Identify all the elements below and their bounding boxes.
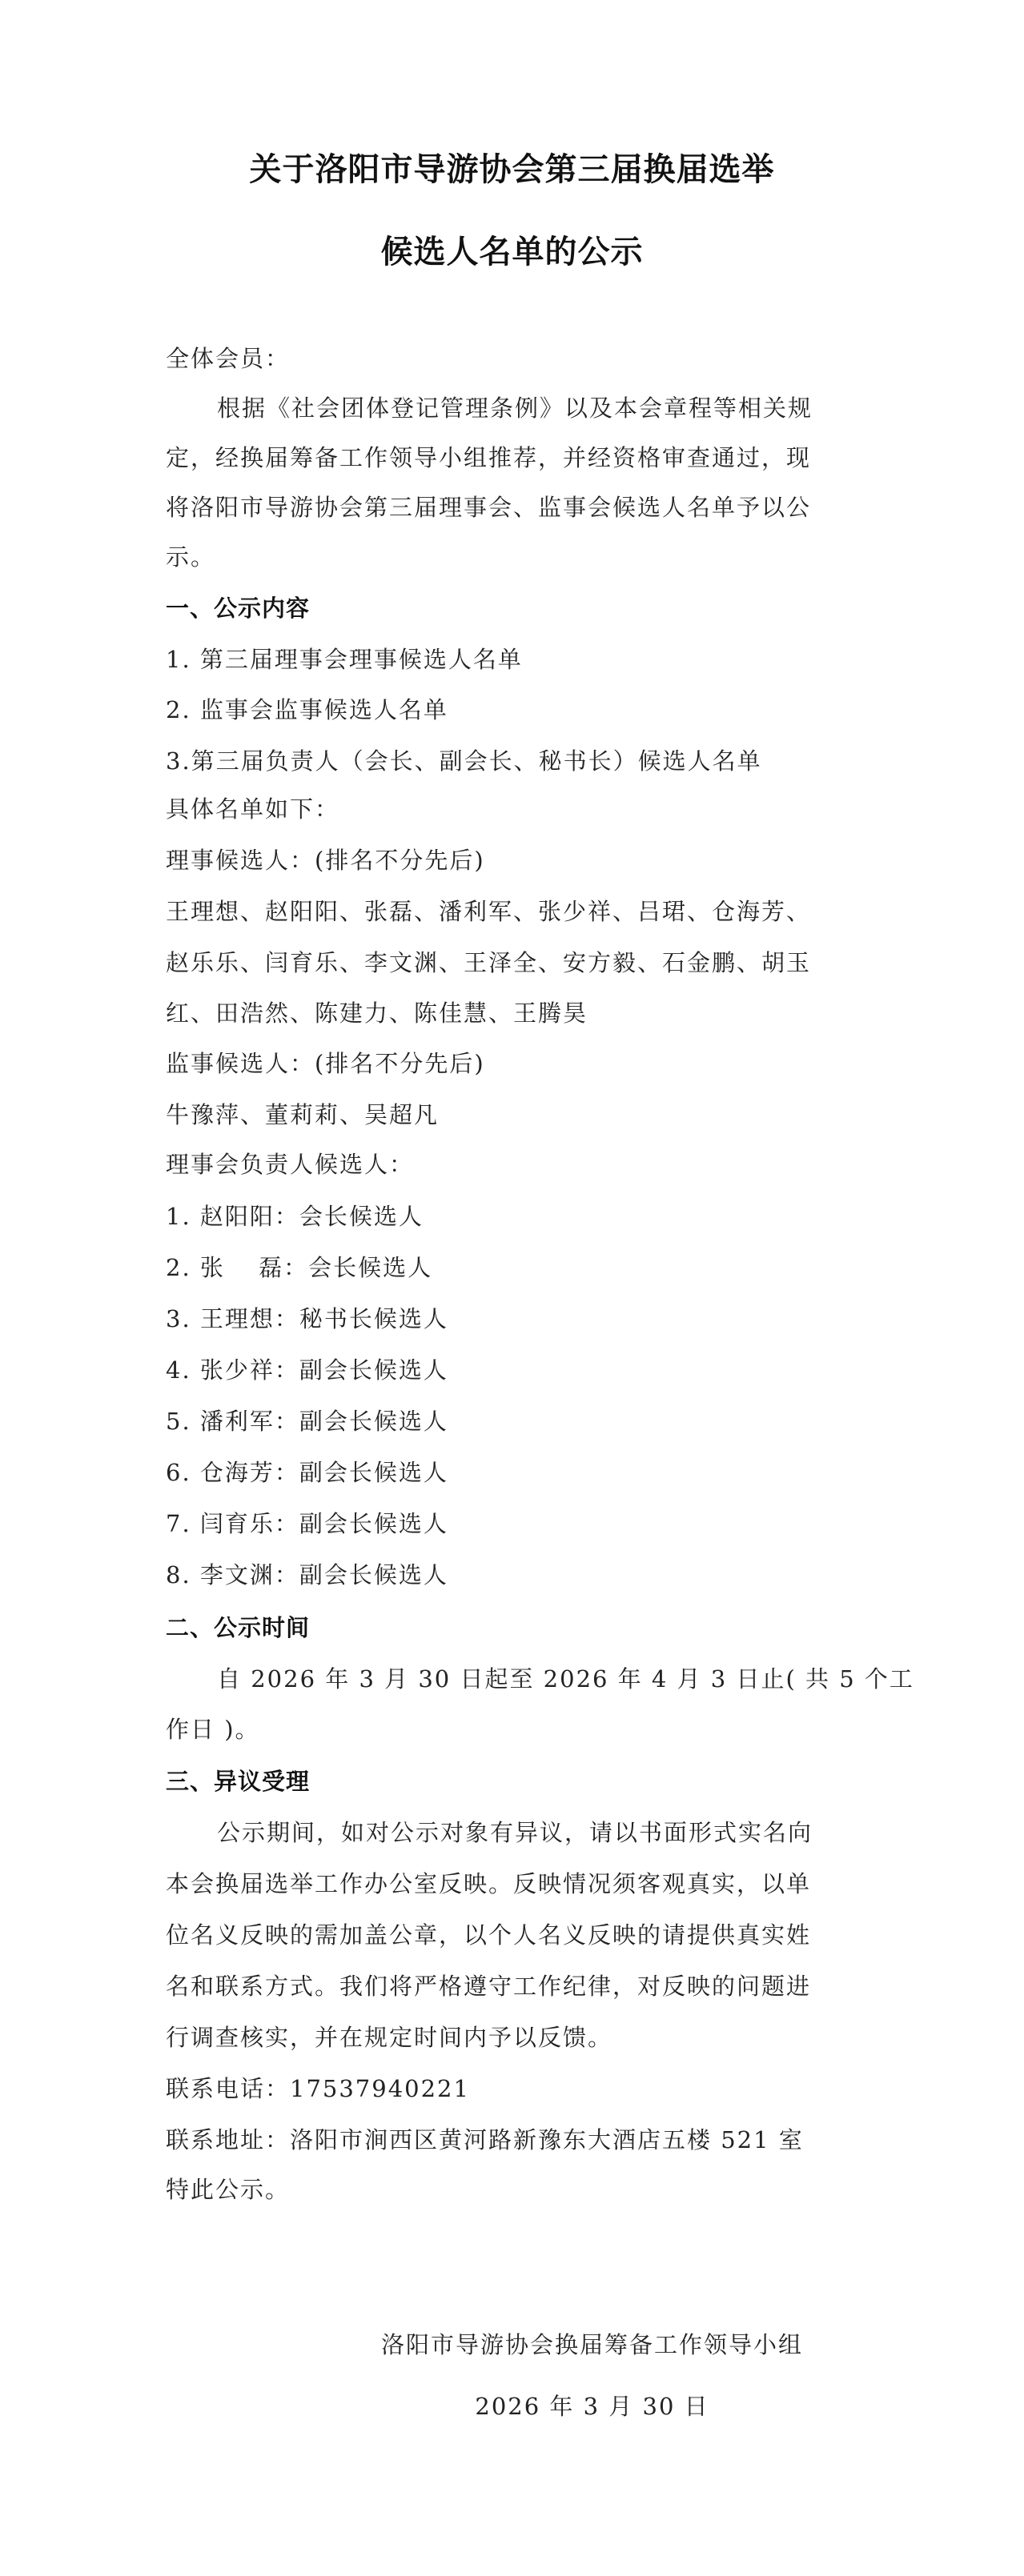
contact-phone: 联系电话：17537940221 <box>166 2075 470 2102</box>
content-item: 1. 第三届理事会理事候选人名单 <box>166 646 523 673</box>
leader-item: 8. 李文渊：副会长候选人 <box>166 1561 448 1588</box>
leader-item: 6. 仓海芳：副会长候选人 <box>166 1459 448 1486</box>
council-names-line: 红、田浩然、陈建力、陈佳慧、王腾昊 <box>166 1000 588 1027</box>
document-title-line-2: 候选人名单的公示 <box>380 234 644 270</box>
leader-item: 4. 张少祥：副会长候选人 <box>166 1356 448 1384</box>
section-heading-content: 一、公示内容 <box>166 595 311 622</box>
leader-item: 7. 闫育乐：副会长候选人 <box>166 1510 448 1537</box>
intro-line: 示。 <box>166 543 216 571</box>
council-names-line: 王理想、赵阳阳、张磊、潘利军、张少祥、吕珺、仓海芳、 <box>166 898 812 925</box>
supervisor-candidates-label: 监事候选人：(排名不分先后) <box>166 1050 485 1077</box>
contact-address: 联系地址：洛阳市涧西区黄河路新豫东大酒店五楼 521 室 <box>166 2126 804 2153</box>
objection-text-line: 本会换届选举工作办公室反映。反映情况须客观真实，以单 <box>166 1870 812 1897</box>
detail-intro: 具体名单如下： <box>166 795 340 823</box>
objection-text-line: 位名义反映的需加盖公章，以个人名义反映的请提供真实姓 <box>166 1921 812 1949</box>
council-names-line: 赵乐乐、闫育乐、李文渊、王泽全、安方毅、石金鹏、胡玉 <box>166 949 812 976</box>
salutation: 全体会员： <box>166 345 291 372</box>
leader-candidates-label: 理事会负责人候选人： <box>166 1151 415 1178</box>
intro-line: 将洛阳市导游协会第三届理事会、监事会候选人名单予以公 <box>166 494 812 521</box>
time-text-line: 自 2026 年 3 月 30 日起至 2026 年 4 月 3 日止( 共 5 个工 <box>217 1665 914 1693</box>
signature-organization: 洛阳市导游协会换届筹备工作领导小组 <box>380 2331 803 2358</box>
section-heading-objection: 三、异议受理 <box>166 1768 311 1795</box>
leader-item: 2. 张 磊：会长候选人 <box>166 1254 433 1281</box>
document-title-line-1: 关于洛阳市导游协会第三届换届选举 <box>249 151 775 188</box>
council-candidates-label: 理事候选人：(排名不分先后) <box>166 847 485 874</box>
intro-line: 根据《社会团体登记管理条例》以及本会章程等相关规 <box>217 395 813 422</box>
leader-item: 1. 赵阳阳：会长候选人 <box>166 1203 424 1230</box>
content-item: 2. 监事会监事候选人名单 <box>166 696 448 723</box>
closing-text: 特此公示。 <box>166 2176 291 2203</box>
leader-item: 3. 王理想：秘书长候选人 <box>166 1305 448 1332</box>
time-text-line: 作日 )。 <box>166 1716 260 1743</box>
content-item: 3.第三届负责人（会长、副会长、秘书长）候选人名单 <box>166 747 762 775</box>
objection-text-line: 行调查核实，并在规定时间内予以反馈。 <box>166 2024 613 2051</box>
section-heading-time: 二、公示时间 <box>166 1614 311 1641</box>
intro-line: 定，经换届筹备工作领导小组推荐，并经资格审查通过，现 <box>166 444 812 471</box>
objection-text-line: 名和联系方式。我们将严格遵守工作纪律，对反映的问题进 <box>166 1973 812 2000</box>
objection-text-line: 公示期间，如对公示对象有异议，请以书面形式实名向 <box>217 1819 813 1846</box>
signature-date: 2026 年 3 月 30 日 <box>475 2393 709 2420</box>
supervisor-names: 牛豫萍、董莉莉、吴超凡 <box>166 1101 440 1128</box>
leader-item: 5. 潘利军：副会长候选人 <box>166 1408 448 1435</box>
